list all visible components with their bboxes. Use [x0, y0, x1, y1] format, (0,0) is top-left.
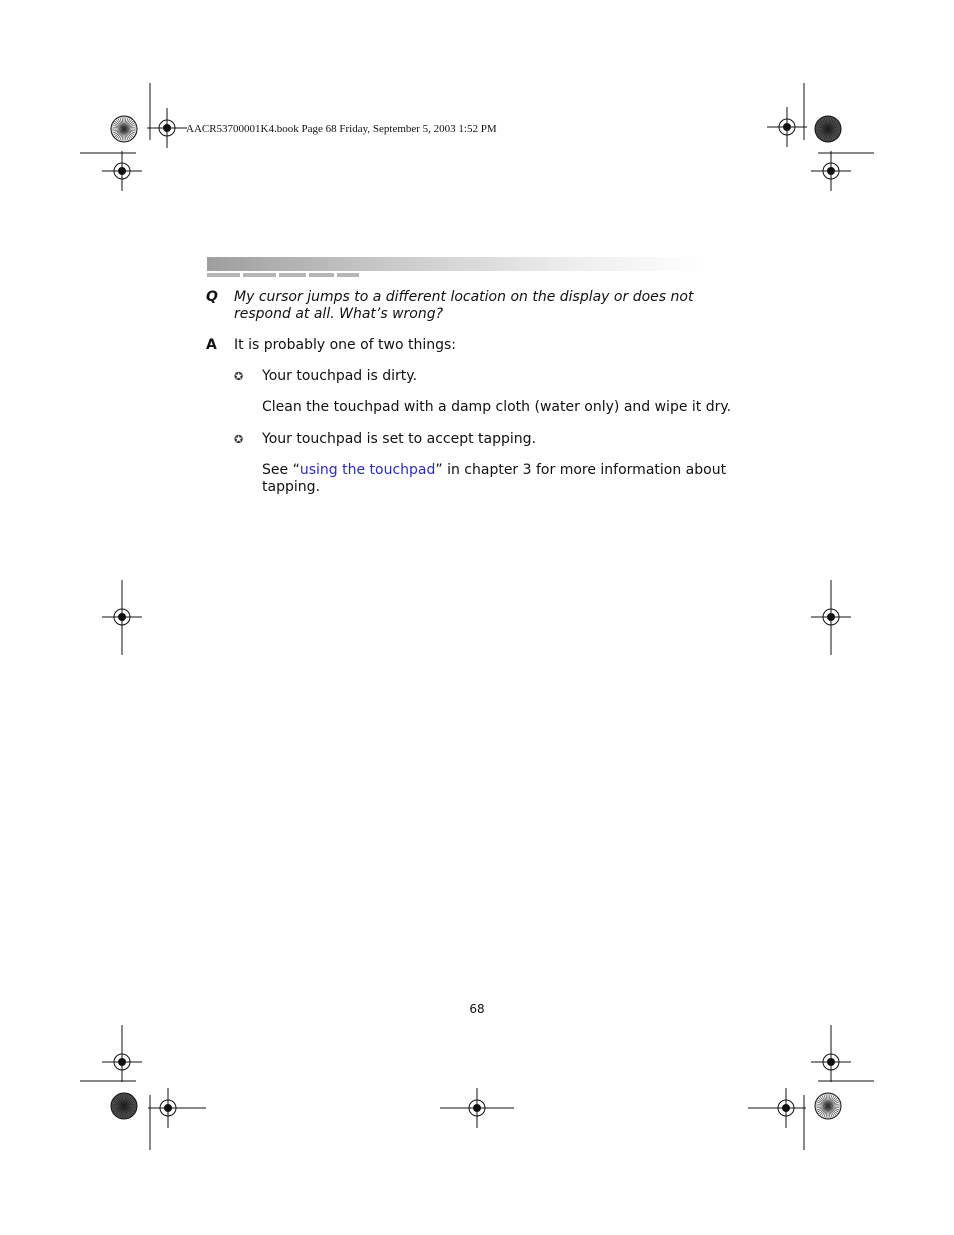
bullet-icon: ✪ [234, 370, 244, 383]
detail-suffix: ” in chapter 3 for more information about tapping. [262, 462, 727, 495]
question-text: My cursor jumps to a different location on the display or does not respond at all. What’s wrong? [234, 289, 694, 322]
crosshair-dot [827, 167, 835, 175]
print-header: AACR53700001K4.book Page 68 Friday, September 5, 2003 1:52 PM [186, 123, 497, 135]
question-label: Q [206, 289, 218, 305]
bullet-icon: ✪ [234, 433, 244, 446]
answer-intro: It is probably one of two things: [234, 337, 457, 353]
starburst-mark [111, 116, 137, 142]
item-title: Your touchpad is set to accept tapping. [262, 431, 536, 447]
crosshair-dot [163, 124, 171, 132]
crosshair-dot [118, 167, 126, 175]
starburst-mark [815, 1093, 841, 1119]
item-detail: Clean the touchpad with a damp cloth (water only) and wipe it dry. [262, 399, 732, 415]
detail-prefix: See “ [262, 462, 300, 478]
crosshair-dot [783, 123, 791, 131]
item-detail [262, 462, 732, 496]
touchpad-chapter-link[interactable]: using the touchpad [299, 462, 436, 478]
starburst-mark [111, 1093, 137, 1119]
item-title: Your touchpad is dirty. [262, 368, 418, 384]
answer-label: A [206, 337, 217, 353]
starburst-mark [815, 116, 841, 142]
section-header-bar [207, 257, 707, 271]
page-number: 68 [469, 1002, 485, 1016]
